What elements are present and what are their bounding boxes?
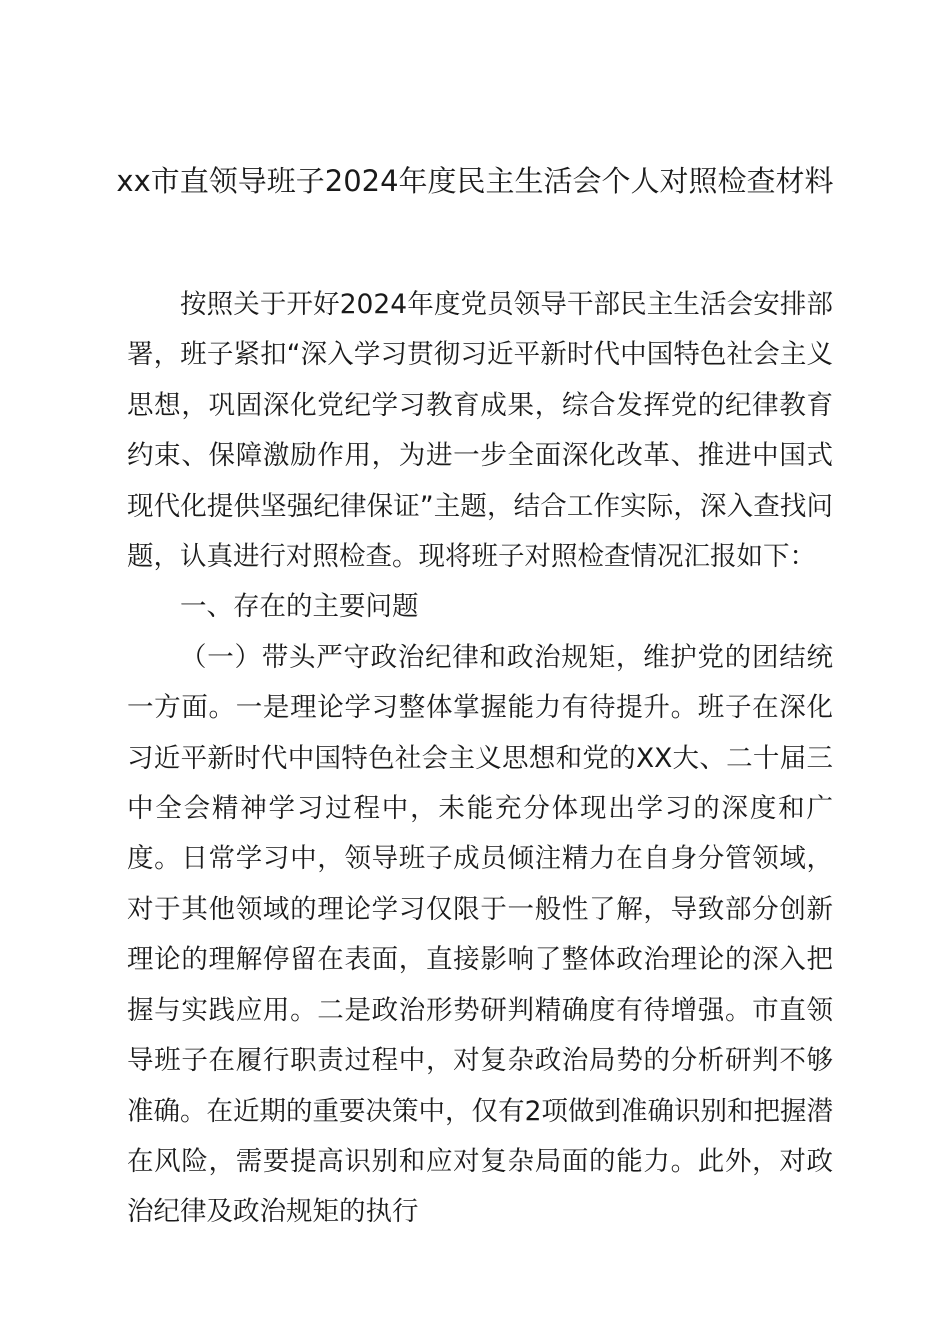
document-body — [127, 280, 833, 1238]
section-heading-problems: 一、存在的主要问题 — [180, 591, 419, 623]
paragraph-political-discipline: （一）带头严守政治纪律和政治规矩，维护党的团结统一方面。一是理论学习整体掌握能力有待提升。班子在深化习近平新时代中国特色社会主义思想和党的XX大、二十届三中全会精神学习过程中，未能充分体现出学习的深度和广度。日常学习中，领导班子成员倾注精力在自身分管领域，对于其他领域的理论学习仅限于一般性了解，导致部分创新理论的理解停留在表面，直接影响了整体政治理论的深入把握与实践应用。二是政治形势研判精确度有待增强。市直领导班子在履行职责过程中，对复杂政治局势的分析研判不够准确。在近期的重要决策中，仅有2项做到准确识别和把握潜在风险，需要提高识别和应对复杂局面的能力。此外，对政治纪律及政治规矩的执行 — [127, 641, 833, 1228]
document-title: xx市直领导班子2024年度民主生活会个人对照检查材料 — [116, 164, 834, 198]
paragraph-intro: 按照关于开好2024年度党员领导干部民主生活会安排部署，班子紧扣“深入学习贯彻习近平新时代中国特色社会主义思想，巩固深化党纪学习教育成果，综合发挥党的纪律教育约束、保障激励作用，为进一步全面深化改革、推进中国式现代化提供坚强纪律保证”主题，结合工作实际，深入查找问题，认真进行对照检查。现将班子对照检查情况汇报如下： — [127, 289, 833, 573]
